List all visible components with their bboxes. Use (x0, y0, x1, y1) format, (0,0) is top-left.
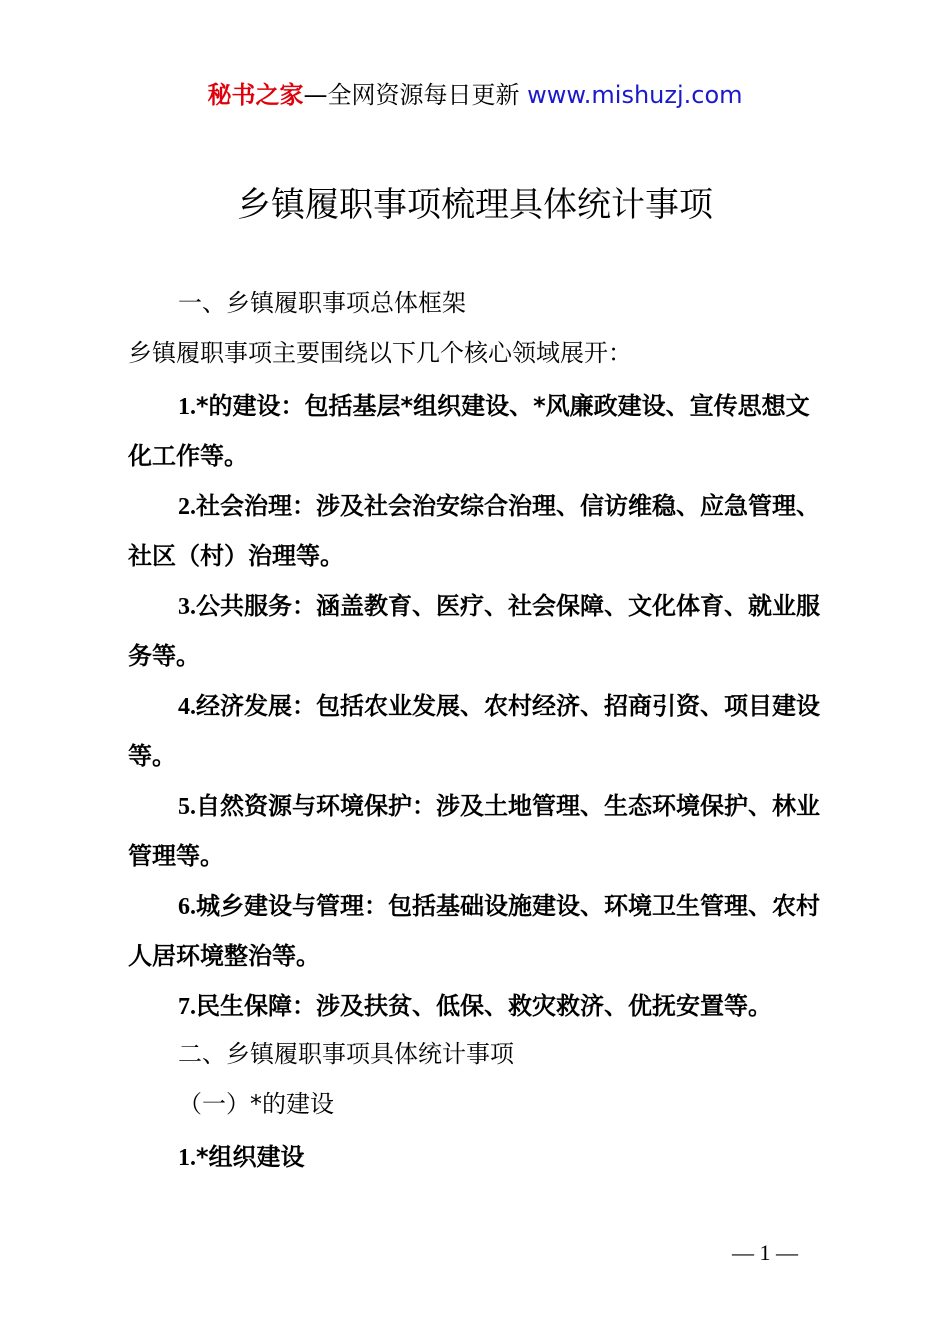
list-item (128, 582, 833, 681)
list-item-text: 经济发展：包括农业发展、农村经济、招商引资、项目建设等。 (128, 692, 820, 770)
brand-slogan: —全网资源每日更新 (303, 81, 520, 109)
list-item-number: 4. (178, 694, 196, 720)
brand-name: 秘书之家 (207, 81, 304, 109)
site-url-link[interactable]: www.mishuzj.com (527, 81, 743, 109)
document-title: 乡镇履职事项梳理具体统计事项 (237, 185, 713, 225)
list-item-number: 5. (178, 794, 196, 820)
sub-item-number: 1. (178, 1145, 196, 1171)
list-item-text: *的建设：包括基层*组织建设、*风廉政建设、宣传思想文化工作等。 (128, 392, 810, 470)
list-item-text: 民生保障：涉及扶贫、低保、救灾救济、优抚安置等。 (196, 992, 772, 1020)
list-item-number: 1. (178, 394, 196, 420)
list-item (128, 482, 833, 581)
document-body (128, 282, 833, 1184)
list-item-number: 7. (178, 994, 196, 1020)
list-item-number: 2. (178, 494, 196, 520)
sub-item-text: *组织建设 (196, 1143, 305, 1171)
list-item (128, 982, 833, 1032)
list-item-text: 公共服务：涵盖教育、医疗、社会保障、文化体育、就业服务等。 (128, 592, 820, 670)
site-header (0, 78, 950, 112)
list-item-text: 自然资源与环境保护：涉及土地管理、生态环境保护、林业管理等。 (128, 792, 820, 870)
sub-item (128, 1133, 833, 1183)
list-item (128, 782, 833, 881)
sub-section-heading: （一）*的建设 (178, 1090, 334, 1118)
section-heading-1: 一、乡镇履职事项总体框架 (178, 289, 466, 317)
list-item (128, 682, 833, 781)
list-item-number: 6. (178, 894, 196, 920)
list-item-text: 城乡建设与管理：包括基础设施建设、环境卫生管理、农村人居环境整治等。 (128, 892, 820, 970)
list-item-number: 3. (178, 594, 196, 620)
list-item-text: 社会治理：涉及社会治安综合治理、信访维稳、应急管理、社区（村）治理等。 (128, 492, 820, 570)
list-item (128, 882, 833, 981)
section-intro: 乡镇履职事项主要围绕以下几个核心领域展开： (128, 339, 632, 367)
list-item (128, 382, 833, 481)
page-number: — 1 — (732, 1240, 798, 1265)
section-heading-2: 二、乡镇履职事项具体统计事项 (178, 1040, 514, 1068)
